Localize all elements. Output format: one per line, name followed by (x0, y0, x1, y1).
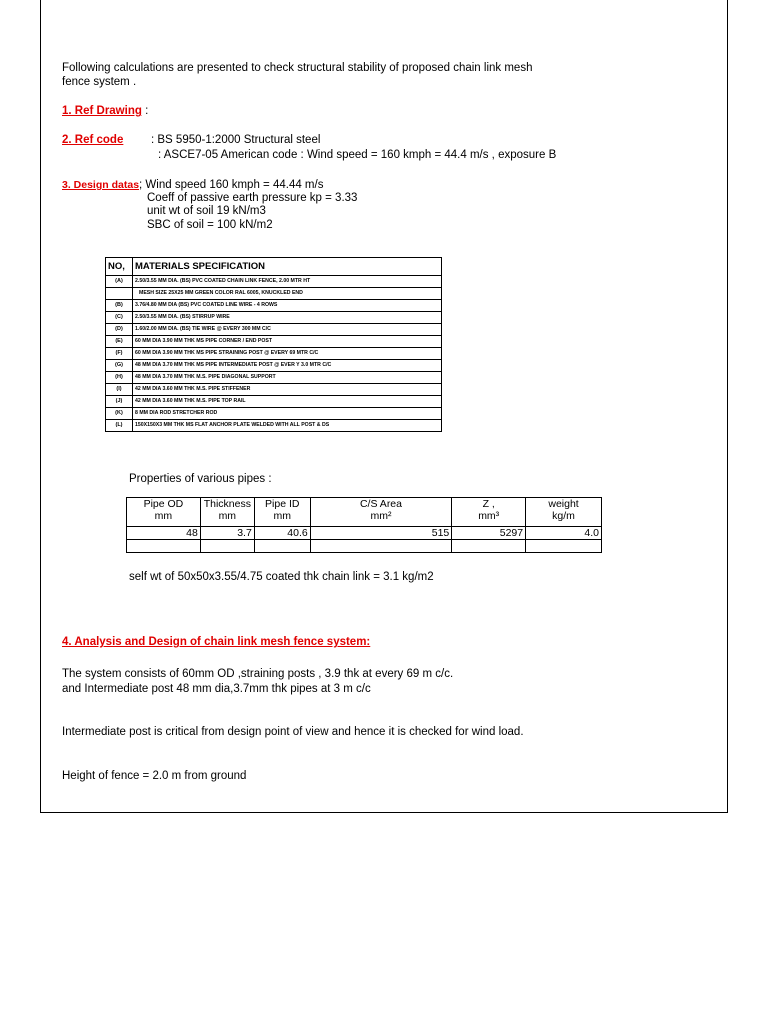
pipe-header-cell (452, 498, 526, 527)
materials-row-spec: 42 MM DIA 3.60 MM THK M.S. PIPE TOP RAIL (133, 396, 442, 408)
pipe-value-cell: 40.6 (254, 527, 310, 540)
materials-row-no: (H) (106, 372, 133, 384)
materials-row-spec: MESH SIZE 25X25 MM GREEN COLOR RAL 6005, KNUCKLED END (133, 288, 442, 300)
materials-header-spec: MATERIALS SPECIFICATION (133, 258, 442, 276)
analysis-line-3: Intermediate post is critical from design point of view and hence it is checked for wind load. (62, 726, 524, 738)
materials-row-no: (D) (106, 324, 133, 336)
design-data-line-2: Coeff of passive earth pressure kp = 3.33 (147, 192, 358, 204)
intro-line-1: Following calculations are presented to check structural stability of proposed chain link mesh (62, 62, 533, 74)
pipe-header-top: Pipe ID (265, 498, 300, 510)
pipe-header-top: weight (548, 498, 579, 510)
materials-row (106, 372, 442, 384)
pipe-header-unit: kg/m (552, 510, 575, 522)
materials-row (106, 348, 442, 360)
pipe-value-cell: 48 (127, 527, 201, 540)
materials-row-no: (A) (106, 276, 133, 288)
pipe-value-cell: 515 (310, 527, 452, 540)
pipe-header-top: C/S Area (359, 498, 402, 510)
materials-row (106, 324, 442, 336)
pipe-header-cell (200, 498, 254, 527)
materials-row (106, 288, 442, 300)
pipe-header-top: Pipe OD (143, 498, 184, 510)
materials-row-spec: 2.50/3.55 MM DIA. (BS) PVC COATED CHAIN LINK FENCE, 2.00 MTR HT (133, 276, 442, 288)
pipe-header-unit: mm (154, 510, 173, 522)
pipe-header-unit: mm (218, 510, 237, 522)
page-border-right (727, 0, 728, 812)
pipe-header-row (127, 498, 602, 527)
ref-code-label-text: 2. Ref code (62, 134, 124, 146)
materials-row-spec: 48 MM DIA 3.70 MM THK M.S. PIPE DIAGONAL SUPPORT (133, 372, 442, 384)
materials-header-row (106, 258, 442, 276)
pipes-caption: Properties of various pipes : (129, 473, 272, 485)
materials-row-no: (I) (106, 384, 133, 396)
pipe-value-cell: 5297 (452, 527, 526, 540)
pipe-header-top: Thickness (203, 498, 251, 510)
ref-drawing-label: 1. Ref Drawing (62, 105, 142, 117)
ref-drawing-suffix: : (141, 105, 149, 117)
page-border-bottom (40, 812, 728, 813)
ref-code-label (62, 133, 123, 147)
pipe-properties-table (126, 497, 602, 553)
materials-row-no: (F) (106, 348, 133, 360)
materials-row (106, 312, 442, 324)
materials-row-spec: 3.76/4.80 MM DIA (BS) PVC COATED LINE WIRE - 4 ROWS (133, 300, 442, 312)
materials-row (106, 396, 442, 408)
pipe-value-cell: 3.7 (200, 527, 254, 540)
intro-line-2: fence system . (62, 76, 137, 88)
pipe-header-unit: mm³ (478, 510, 500, 522)
materials-row-no: (G) (106, 360, 133, 372)
pipe-values-row (127, 527, 602, 540)
materials-row-no: (E) (106, 336, 133, 348)
analysis-line-2: and Intermediate post 48 mm dia,3.7mm thk pipes at 3 m c/c (62, 683, 371, 695)
analysis-line-1: The system consists of 60mm OD ,straining posts , 3.9 thk at every 69 m c/c. (62, 668, 454, 680)
pipe-header-cell (254, 498, 310, 527)
materials-row-no: (K) (106, 408, 133, 420)
materials-row-spec: 2.50/3.55 MM DIA. (BS) STIRRUP WIRE (133, 312, 442, 324)
materials-row (106, 276, 442, 288)
ref-drawing-row (62, 104, 148, 118)
materials-row (106, 408, 442, 420)
ref-code-line-2: : ASCE7-05 American code : Wind speed = 160 kmph = 44.4 m/s , exposure B (158, 149, 557, 161)
materials-specification-table (105, 257, 442, 432)
materials-row-no: (C) (106, 312, 133, 324)
pipe-empty-row (127, 540, 602, 553)
materials-row-spec: 60 MM DIA 3.90 MM THK MS PIPE STRAINING POST @ EVERY 69 MTR C/C (133, 348, 442, 360)
pipe-header-unit: mm² (370, 510, 392, 522)
pipe-header-unit: mm (273, 510, 291, 522)
materials-row (106, 300, 442, 312)
materials-row (106, 384, 442, 396)
design-data-line-4: SBC of soil = 100 kN/m2 (147, 219, 273, 231)
analysis-heading (62, 635, 370, 649)
materials-row-spec: 48 MM DIA 3.70 MM THK MS PIPE INTERMEDIATE POST @ EVER Y 3.0 MTR C/C (133, 360, 442, 372)
materials-row-no: (L) (106, 420, 133, 432)
materials-row (106, 420, 442, 432)
ref-code-line-1: : BS 5950-1:2000 Structural steel (151, 134, 321, 146)
materials-row-no (106, 288, 133, 300)
materials-row-spec: 42 MM DIA 3.60 MM THK M.S. PIPE STIFFENER (133, 384, 442, 396)
materials-row-no: (B) (106, 300, 133, 312)
pipe-header-cell (310, 498, 452, 527)
pipe-header-top: Z , (482, 498, 495, 510)
materials-row-spec: 150X150X3 MM THK MS FLAT ANCHOR PLATE WELDED WITH ALL POST & DS (133, 420, 442, 432)
design-data-row (62, 178, 323, 192)
pipe-header-cell (526, 498, 602, 527)
materials-row (106, 360, 442, 372)
pipe-header-cell (127, 498, 201, 527)
materials-row-spec: 8 MM DIA ROD STRETCHER ROD (133, 408, 442, 420)
page-border-left (40, 0, 41, 812)
materials-row (106, 336, 442, 348)
design-data-line-3: unit wt of soil 19 kN/m3 (147, 205, 266, 217)
self-weight-note: self wt of 50x50x3.55/4.75 coated thk chain link = 3.1 kg/m2 (129, 571, 434, 583)
analysis-heading-text: 4. Analysis and Design of chain link mesh fence system: (62, 636, 371, 648)
materials-row-no: (J) (106, 396, 133, 408)
pipe-value-cell: 4.0 (526, 527, 602, 540)
design-data-line-1: ; Wind speed 160 kmph = 44.44 m/s (139, 179, 324, 191)
materials-row-spec: 60 MM DIA 3.90 MM THK MS PIPE CORNER / END POST (133, 336, 442, 348)
design-data-label: 3. Design datas (62, 179, 140, 191)
materials-header-no: NO, (106, 258, 133, 276)
materials-row-spec: 1.60/2.00 MM DIA. (BS) TIE WIRE @ EVERY 300 MM C/C (133, 324, 442, 336)
analysis-line-4: Height of fence = 2.0 m from ground (62, 770, 247, 782)
